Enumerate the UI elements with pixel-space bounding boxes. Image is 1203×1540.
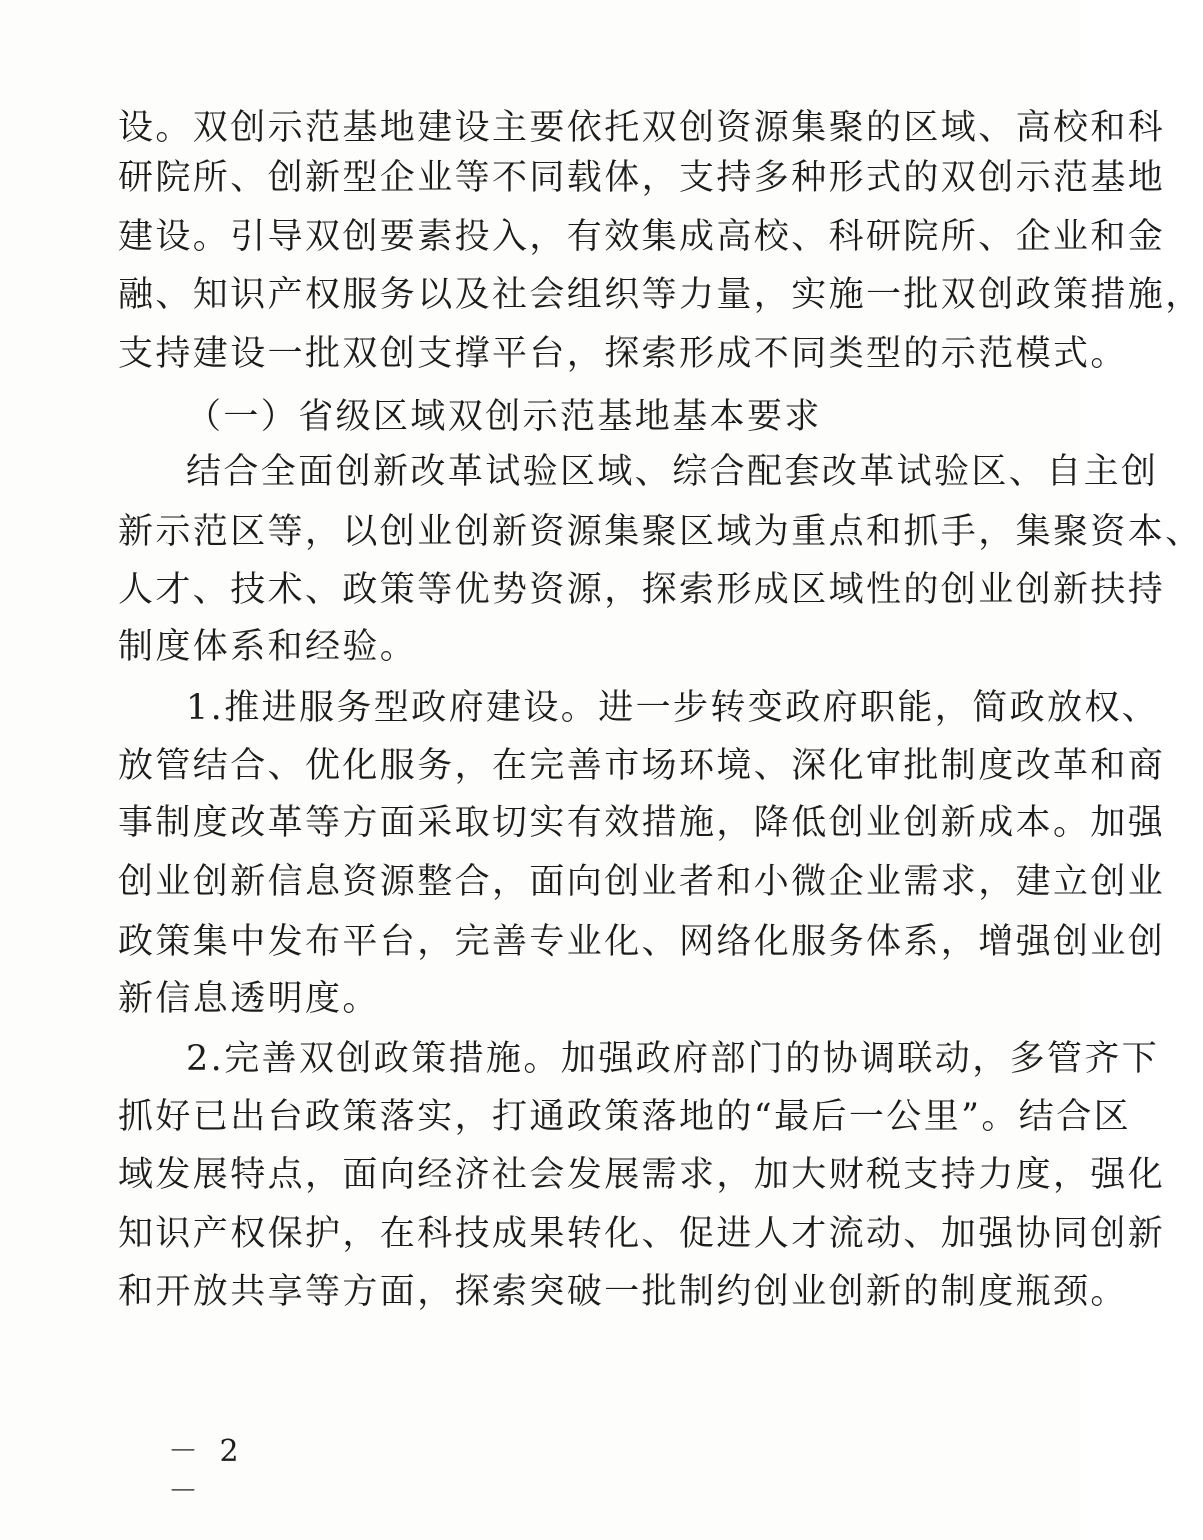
section-heading: （一）省级区域双创示范基地基本要求 — [186, 397, 822, 437]
text-line: 1.推进服务型政府建设。进一步转变政府职能，简政放权、 — [186, 688, 1160, 728]
text-line: 放管结合、优化服务，在完善市场环境、深化审批制度改革和商 — [118, 746, 1166, 786]
text-line: 域发展特点，面向经济社会发展需求，加大财税支持力度，强化 — [118, 1155, 1166, 1195]
text-line: 抓好已出台政策落实，打通政策落地的“最后一公里”。结合区 — [118, 1097, 1131, 1137]
text-line: 创业创新信息资源整合，面向创业者和小微企业需求，建立创业 — [118, 862, 1166, 902]
text-line: 制度体系和经验。 — [118, 627, 418, 667]
text-line: 研院所、创新型企业等不同载体，支持多种形式的双创示范基地 — [118, 158, 1166, 198]
page-number: － 2 － — [168, 1434, 245, 1509]
text-line: 支持建设一批双创支撑平台，探索形成不同类型的示范模式。 — [118, 334, 1128, 374]
text-line: 结合全面创新改革试验区域、综合配套改革试验区、自主创 — [186, 452, 1159, 492]
text-line: 政策集中发布平台，完善专业化、网络化服务体系，增强创业创 — [118, 922, 1166, 962]
text-line: 融、知识产权服务以及社会组织等力量，实施一批双创政策措施， — [118, 275, 1203, 315]
text-line: 新示范区等，以创业创新资源集聚区域为重点和抓手，集聚资本、 — [118, 512, 1203, 552]
text-line: 人才、技术、政策等优势资源，探索形成区域性的创业创新扶持 — [118, 570, 1166, 610]
text-line: 2.完善双创政策措施。加强政府部门的协调联动，多管齐下 — [186, 1039, 1160, 1079]
text-line: 事制度改革等方面采取切实有效措施，降低创业创新成本。加强 — [118, 803, 1166, 843]
text-line: 设。双创示范基地建设主要依托双创资源集聚的区域、高校和科 — [118, 108, 1166, 148]
text-line: 建设。引导双创要素投入，有效集成高校、科研院所、企业和金 — [118, 217, 1166, 257]
text-line: 和开放共享等方面，探索突破一批制约创业创新的制度瓶颈。 — [118, 1272, 1128, 1312]
text-line: 知识产权保护，在科技成果转化、促进人才流动、加强协同创新 — [118, 1214, 1166, 1254]
text-line: 新信息透明度。 — [118, 979, 380, 1019]
